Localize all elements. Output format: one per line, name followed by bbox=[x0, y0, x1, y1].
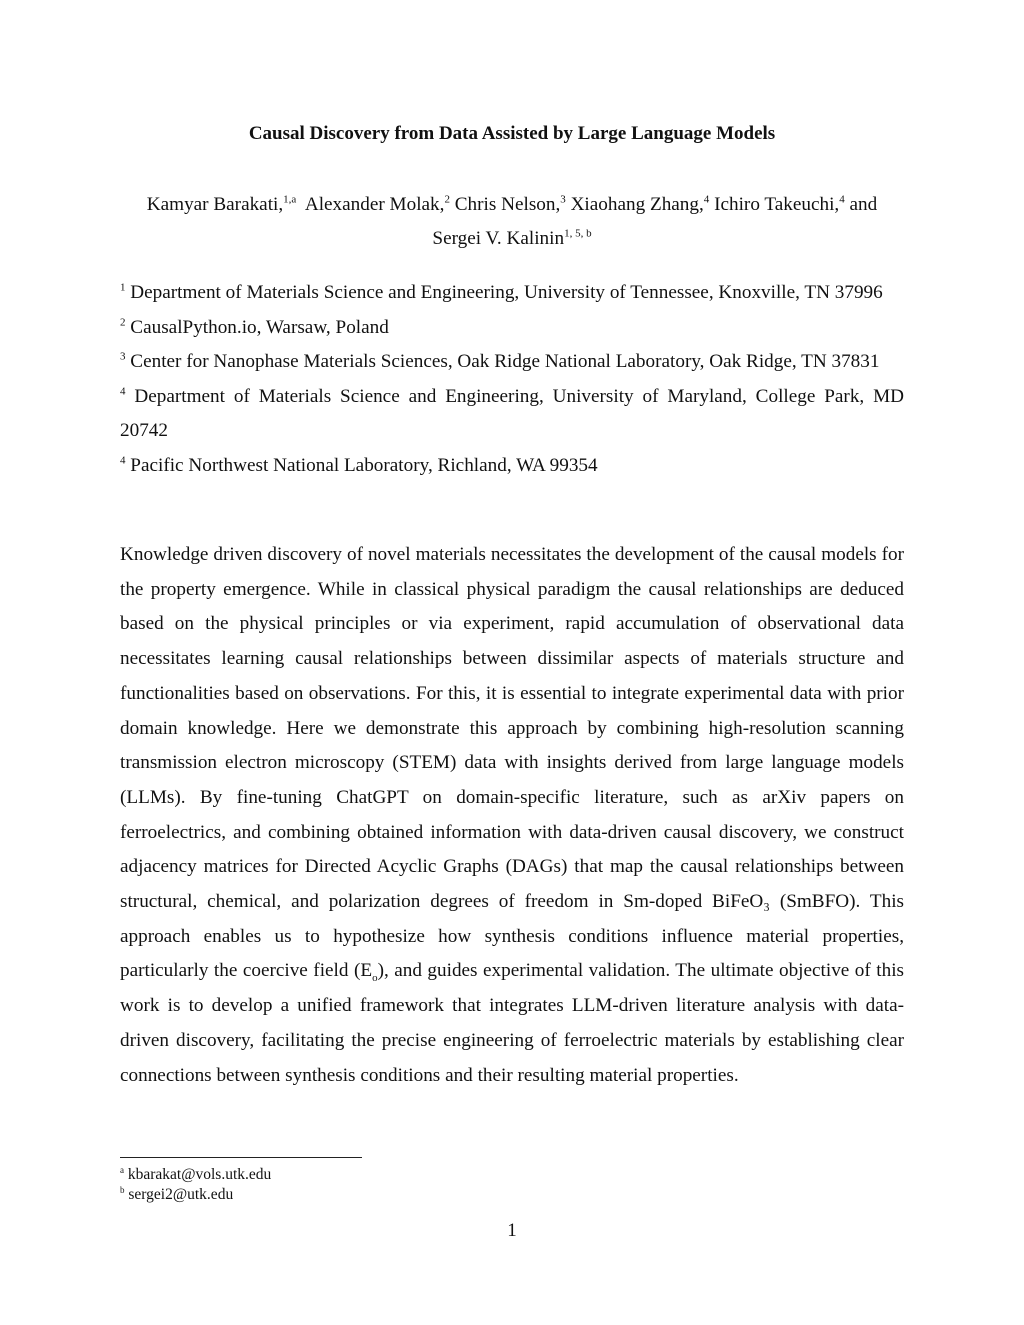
page-number: 1 bbox=[507, 1220, 517, 1241]
author-mark: 1, 5, b bbox=[564, 227, 592, 240]
affiliation: $^2$ CausalPython.io, Warsaw, Poland bbox=[120, 316, 389, 338]
author-conjunction: and bbox=[849, 194, 878, 215]
affiliation-list bbox=[120, 276, 904, 484]
footnote-divider bbox=[120, 1157, 362, 1158]
author-list bbox=[120, 188, 904, 256]
author: Sergei V. Kalinin$^{1, 5, b}$ bbox=[432, 227, 592, 249]
affiliation-mark: 3 bbox=[120, 350, 126, 363]
abstract-paragraph: Knowledge driven discovery of novel materials necessitates the development of the causal models for the property emergence. While in classical physical paradigm the causal relationships are deduced based on the physical principles or via experiment, rapid accumulation of observational data necessitates learning causal relationships between dissimilar aspects of materials structure and functionalities based on observations. For this, it is essential to integrate experimental data with prior domain knowledge. Here we demonstrate this approach by combining high-resolution scanning transmission electron microscopy (STEM) data with insights derived from large language models (LLMs). By fine-tuning ChatGPT on domain-specific literature, such as arXiv papers on ferroelectrics, and combining obtained information with data-driven causal discovery, we construct adjacency matrices for Directed Acyclic Graphs (DAGs) that map the causal relationships between structural, chemical, and polarization degrees of freedom in Sm-doped BiFeO₃ (SmBFO). This approach enables us to hypothesize how synthesis conditions influence material properties, particularly the coercive field $(E_o)$, and guides experimental validation. The ultimate objective of this work is to develop a unified framework that integrates LLM-driven literature analysis with data-driven discovery, facilitating the precise engineering of ferroelectric materials by establishing clear connections between synthesis conditions and their resulting material properties. bbox=[120, 544, 904, 1086]
author-mark: 3 bbox=[560, 193, 566, 206]
footnote bbox=[120, 1185, 720, 1205]
author: Ichiro Takeuchi,$^4$ bbox=[714, 193, 845, 215]
affiliation: $^4$ Department of Materials Science and Engineering, University of Maryland, College Park, MD 20742 bbox=[120, 385, 905, 442]
author: Chris Nelson,$^3$ bbox=[454, 193, 566, 215]
author-mark: 2 bbox=[444, 193, 450, 206]
author-mark: 4 bbox=[703, 193, 710, 206]
author: Alexander Molak,$^2$ bbox=[304, 193, 450, 215]
footnote-list bbox=[120, 1165, 720, 1205]
email-text: sergei2@utk.edu bbox=[128, 1186, 234, 1203]
footnote-mark: b bbox=[120, 1184, 125, 1195]
affiliation: $^4$ Pacific Northwest National Laboratory, Richland, WA 99354 bbox=[120, 454, 598, 476]
affiliation: $^3$ Center for Nanophase Materials Sciences, Oak Ridge National Laboratory, Oak Ridge, TN 37831 bbox=[120, 350, 880, 373]
affiliation-mark: 1 bbox=[120, 281, 126, 294]
author-mark: 1,a bbox=[283, 193, 297, 206]
subscript: o bbox=[372, 972, 378, 985]
author: Kamyar Barakati,$^{1,a}$ bbox=[146, 193, 297, 215]
author: Xiaohang Zhang,$^4$ bbox=[570, 193, 710, 215]
affiliation: $^1$ Department of Materials Science and Engineering, University of Tennessee, Knoxville, TN 37996 bbox=[120, 281, 883, 303]
affiliation-mark: 4 bbox=[120, 454, 126, 467]
footnote bbox=[120, 1165, 720, 1185]
footnote-mark: a bbox=[120, 1164, 124, 1175]
email-text: kbarakat@vols.utk.edu bbox=[127, 1166, 272, 1183]
affiliation-mark: 2 bbox=[120, 316, 126, 329]
paper-title: Causal Discovery from Data Assisted by Large Language Models bbox=[248, 123, 776, 144]
author-mark: 4 bbox=[839, 193, 845, 206]
affiliation-mark: 4 bbox=[120, 385, 126, 398]
